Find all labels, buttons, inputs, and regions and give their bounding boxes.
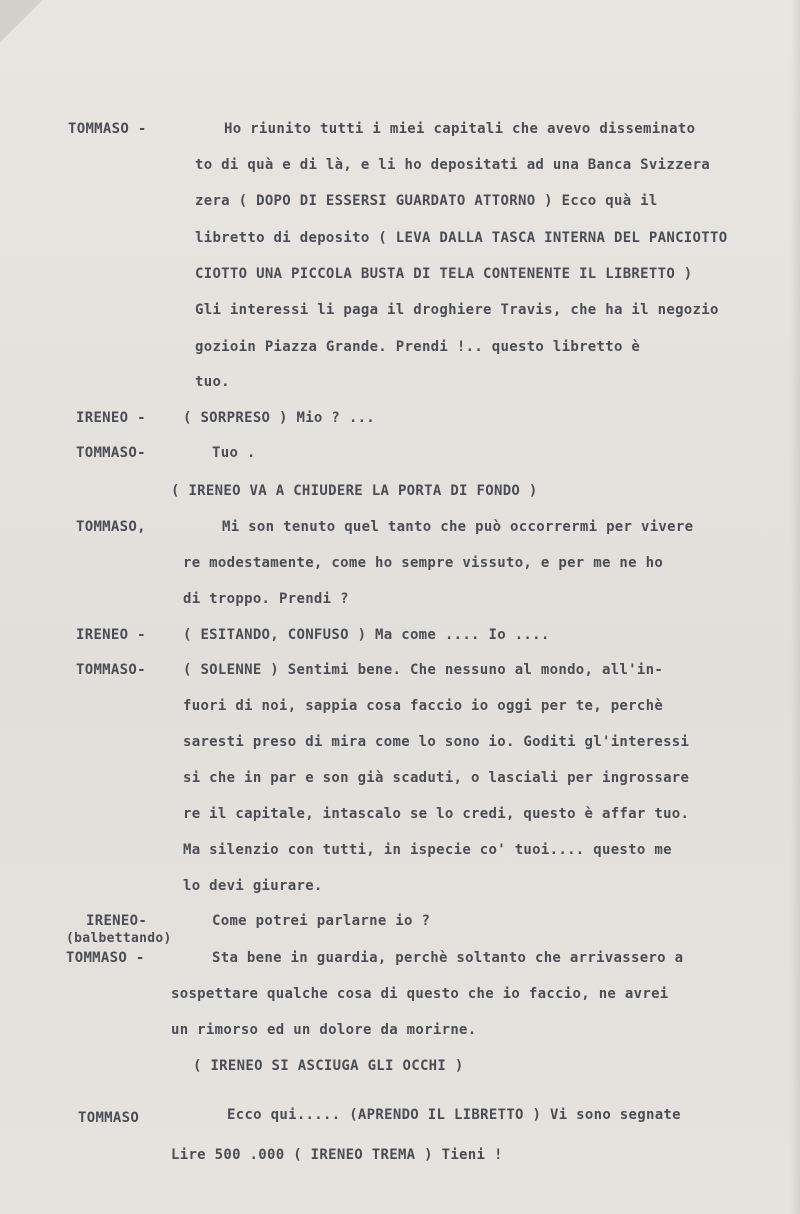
dialogue-line: sospettare qualche cosa di questo che io faccio, ne avrei (171, 986, 669, 1002)
speaker-label: TOMMASO - (68, 121, 147, 137)
dialogue-line: re il capitale, intascalo se lo credi, questo è affar tuo. (183, 806, 690, 822)
speaker-annotation: (balbettando) (66, 931, 172, 946)
dialogue-line: tuo. (195, 374, 230, 390)
dialogue-line: Tuo . (212, 445, 256, 461)
speaker-label: TOMMASO - (66, 950, 145, 966)
dialogue-line: Come potrei parlarne io ? (212, 913, 431, 929)
speaker-label: IRENEO - (76, 627, 146, 643)
stage-direction: ( IRENEO SI ASCIUGA GLI OCCHI ) (193, 1058, 464, 1074)
speaker-label: TOMMASO (78, 1110, 140, 1126)
dialogue-line: ( SOLENNE ) Sentimi bene. Che nessuno al mondo, all'in- (183, 662, 664, 678)
page-edge-shadow (790, 0, 800, 1214)
dialogue-line: un rimorso ed un dolore da morirne. (171, 1022, 477, 1038)
speaker-label: IRENEO - (76, 410, 146, 426)
dialogue-line: libretto di deposito ( LEVA DALLA TASCA INTERNA DEL PANCIOTTO (195, 230, 728, 246)
dialogue-line: to di quà e di là, e li ho depositati ad una Banca Svizzera (195, 157, 710, 173)
dialogue-line: si che in par e son già scaduti, o lasciali per ingrossare (183, 770, 690, 786)
stage-direction: ( IRENEO VA A CHIUDERE LA PORTA DI FONDO ) (171, 483, 538, 499)
dialogue-line: lo devi giurare. (183, 878, 323, 894)
speaker-label: TOMMASO, (76, 519, 146, 535)
dialogue-line: ( ESITANDO, CONFUSO ) Ma come .... Io .... (183, 627, 550, 643)
dialogue-line: Mi son tenuto quel tanto che può occorrermi per vivere (222, 519, 694, 535)
dialogue-line: Ecco qui..... (APRENDO IL LIBRETTO ) Vi sono segnate (227, 1107, 681, 1123)
dialogue-line: ( SORPRESO ) Mio ? ... (183, 410, 376, 426)
folded-corner (0, 0, 42, 42)
dialogue-line: CIOTTO UNA PICCOLA BUSTA DI TELA CONTENENTE IL LIBRETTO ) (195, 266, 693, 282)
dialogue-line: gozioin Piazza Grande. Prendi !.. questo libretto è (195, 339, 641, 355)
dialogue-line: Gli interessi li paga il droghiere Travis, che ha il negozio (195, 302, 719, 318)
dialogue-line: Sta bene in guardia, perchè soltanto che arrivassero a (212, 950, 684, 966)
dialogue-line: Lire 500 .000 ( IRENEO TREMA ) Tieni ! (171, 1147, 503, 1163)
dialogue-line: Ma silenzio con tutti, in ispecie co' tuoi.... questo me (183, 842, 672, 858)
speaker-label: IRENEO- (86, 913, 148, 929)
dialogue-line: saresti preso di mira come lo sono io. Goditi gl'interessi (183, 734, 690, 750)
dialogue-line: di troppo. Prendi ? (183, 591, 349, 607)
dialogue-line: Ho riunito tutti i miei capitali che avevo disseminato (224, 121, 696, 137)
speaker-label: TOMMASO- (76, 662, 146, 678)
dialogue-line: fuori di noi, sappia cosa faccio io oggi per te, perchè (183, 698, 664, 714)
dialogue-line: zera ( DOPO DI ESSERSI GUARDATO ATTORNO ) Ecco quà il (195, 193, 658, 209)
dialogue-line: re modestamente, come ho sempre vissuto, e per me ne ho (183, 555, 664, 571)
speaker-label: TOMMASO- (76, 445, 146, 461)
